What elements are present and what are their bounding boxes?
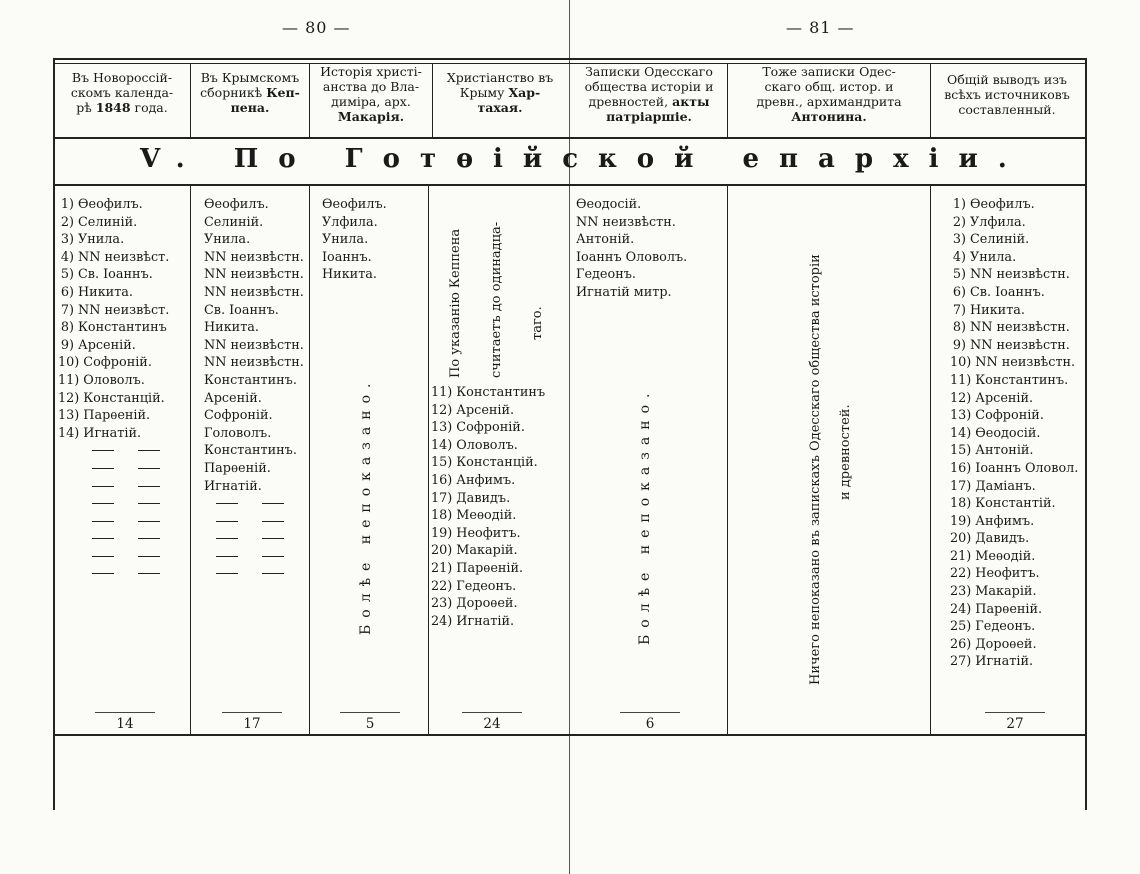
list-item: NN неизвѣстн. [204, 355, 304, 371]
col-divider-1 [190, 63, 191, 137]
header-rule-bottom [53, 137, 1085, 139]
item-number: 23) [950, 584, 972, 600]
item-number: 17) [431, 490, 453, 506]
col-divider-5-body [727, 186, 728, 734]
header-line: древн., архимандрита [756, 94, 902, 109]
item-number: 24) [950, 601, 972, 617]
col-divider-6-body [930, 186, 931, 734]
header-line: Въ Новороссій- [71, 70, 173, 85]
item-number: 12) [950, 390, 972, 406]
header-line: патріаршіе. [606, 109, 692, 124]
header-novoross [56, 70, 188, 115]
header-line: Общій выводъ изъ [947, 72, 1067, 87]
list-khartakhay [431, 384, 545, 630]
note-antonin-a: Ничего непоказано въ запискахъ Одесскаго общества исторіи [808, 254, 823, 685]
list-item: Унила. [322, 232, 369, 248]
item-number: 6) [60, 284, 74, 300]
page-number-right: — 81 — [786, 18, 855, 37]
note-odessa-no-more: Болѣе непоказано. [637, 386, 653, 645]
list-item: 11) Константинъ [431, 385, 546, 400]
header-line: пена. [230, 100, 270, 115]
item-number: 4) [60, 249, 74, 265]
dash-row [58, 565, 172, 583]
list-item: 10) Софроній. [58, 355, 152, 371]
list-item: 16) Іоаннъ Оловол. [950, 460, 1079, 476]
header-line: составленный. [958, 102, 1056, 117]
item-number: 14) [58, 425, 80, 441]
item-number: 19) [950, 513, 972, 529]
header-line: скомъ календа- [70, 85, 174, 100]
list-item: Улфила. [322, 214, 378, 230]
list-item: 10) NN неизвѣстн. [950, 355, 1076, 371]
list-item: 7) Никита. [950, 302, 1078, 320]
total-keppen: 17 [243, 716, 261, 732]
list-item: Софроній. [204, 408, 273, 424]
dash-row [58, 495, 172, 513]
note-khartakhay-c: таго. [530, 306, 545, 340]
total-summary: 27 [1006, 716, 1024, 732]
item-number: 21) [950, 548, 972, 564]
list-item: 17) Давидъ. [431, 490, 511, 506]
dash-row [58, 460, 172, 478]
note-khartakhay-a: По указанію Кеппена [448, 228, 463, 378]
list-item: 16) Анфимъ. [431, 472, 516, 488]
total-rule [53, 734, 1085, 736]
item-number: 20) [950, 531, 972, 547]
list-item: 19) Неофитъ. [431, 525, 521, 541]
header-line: Макарія. [337, 109, 405, 124]
item-number: 10) [950, 355, 972, 371]
underline-1 [95, 712, 155, 713]
list-item: 21) Меѳодій. [950, 548, 1036, 564]
list-item: 11) Оловолъ. [58, 372, 145, 388]
item-number: 9) [952, 337, 966, 353]
list-item: 22) Гедеонъ. [431, 578, 517, 594]
item-number: 8) [952, 320, 966, 336]
item-number: 26) [950, 636, 972, 652]
list-item: 1) Ѳеофилъ. [950, 196, 1078, 214]
list-item: 1) Ѳеофилъ. [58, 196, 172, 214]
item-number: 22) [431, 578, 453, 594]
list-item: NN неизвѣстн. [576, 214, 676, 230]
list-item: Іоаннъ. [322, 249, 372, 265]
underline-4 [462, 712, 522, 713]
list-item: 18) Меѳодій. [431, 508, 517, 524]
header-keppen [192, 70, 308, 115]
item-number: 1) [952, 197, 966, 212]
item-number: 21) [431, 560, 453, 576]
header-line: всѣхъ источниковъ [944, 87, 1070, 102]
header-line: Записки Одесскаго [585, 64, 713, 79]
col-divider-3-body [428, 186, 429, 734]
list-item: Антоній. [576, 232, 635, 248]
header-odessa-antonin [729, 64, 929, 124]
item-number: 2) [60, 214, 74, 230]
item-number: 15) [950, 443, 972, 459]
list-item: 25) Гедеонъ. [950, 619, 1036, 635]
list-item: 7) NN неизвѣст. [58, 302, 172, 320]
list-item: 2) Селиній. [58, 214, 172, 232]
item-number: 18) [950, 496, 972, 512]
list-novoross [58, 196, 172, 583]
list-item: NN неизвѣстн. [204, 267, 304, 283]
item-number: 14) [431, 437, 453, 453]
list-item: Св. Іоаннъ. [204, 302, 279, 318]
list-item: 5) NN неизвѣстн. [950, 266, 1078, 284]
list-item: 9) NN неизвѣстн. [950, 337, 1078, 355]
total-odessa-akty: 6 [645, 716, 655, 732]
note-khartakhay-b: считаетъ до одинадца- [489, 221, 504, 378]
list-item: 12) Арсеній. [431, 402, 515, 418]
section-title: V. По Готѳійской епархіи. [140, 144, 1027, 174]
total-novoross: 14 [116, 716, 134, 732]
item-number: 12) [58, 390, 80, 406]
header-line: Исторія христі- [320, 64, 422, 79]
note-makariy-no-more: Болѣе непоказано. [358, 376, 374, 635]
list-item: NN неизвѣстн. [204, 337, 304, 353]
header-line: Крыму Хар- [459, 85, 541, 100]
list-item: 8) NN неизвѣстн. [950, 319, 1078, 337]
total-khartakhay: 24 [483, 716, 501, 732]
item-number: 10) [58, 355, 80, 371]
underline-7 [985, 712, 1045, 713]
list-item: 3) Унила. [58, 231, 172, 249]
underline-2 [222, 712, 282, 713]
list-item: Игнатій. [204, 478, 262, 494]
list-item: 6) Никита. [58, 284, 172, 302]
list-item: Іоаннъ Оловолъ. [576, 249, 688, 265]
list-item: 8) Константинъ [58, 319, 172, 337]
list-item: Селиній. [204, 214, 264, 230]
underline-3 [340, 712, 400, 713]
list-item: 13) Софроній. [950, 408, 1044, 424]
item-number: 23) [431, 596, 453, 612]
header-line: рѣ 1848 года. [76, 100, 168, 115]
item-number: 1) [60, 197, 74, 212]
header-line: Антонина. [791, 109, 867, 124]
list-item: 13) Софроній. [431, 420, 525, 436]
dash-row [204, 565, 304, 583]
item-number: 9) [60, 337, 74, 353]
list-item: 11) Константинъ. [950, 372, 1069, 388]
item-number: 19) [431, 525, 453, 541]
col-divider-5 [727, 63, 728, 137]
header-line: Тоже записки Одес- [762, 64, 896, 79]
item-number: 7) [60, 302, 74, 318]
col-divider-2-body [309, 186, 310, 734]
list-item: 19) Анфимъ. [950, 513, 1035, 529]
list-item: 12) Констанцій. [58, 390, 165, 406]
list-item: 14) Игнатій. [58, 425, 142, 441]
list-item: Арсеній. [204, 390, 262, 406]
list-item: Игнатій митр. [576, 284, 672, 300]
list-item: Головолъ. [204, 425, 272, 441]
header-line: древностей, акты [588, 94, 710, 109]
list-item: 20) Макарій. [431, 543, 518, 559]
item-number: 22) [950, 566, 972, 582]
list-item: NN неизвѣстн. [204, 284, 304, 300]
item-number: 13) [950, 408, 972, 424]
list-item: 27) Игнатій. [950, 654, 1034, 670]
list-item: Константинъ. [204, 443, 297, 459]
list-item: 18) Константій. [950, 496, 1056, 512]
note-antonin-b: и древностей. [838, 404, 853, 500]
dash-row [204, 495, 304, 513]
header-summary [932, 72, 1082, 117]
col-divider-3 [432, 63, 433, 137]
dash-row [58, 530, 172, 548]
list-item: 3) Селиній. [950, 231, 1078, 249]
header-line: сборникѣ Кеп- [200, 85, 300, 100]
list-item: Гедеонъ. [576, 267, 636, 283]
dash-row [58, 513, 172, 531]
item-number: 17) [950, 478, 972, 494]
item-number: 16) [950, 460, 972, 476]
header-odessa-akty [572, 64, 726, 124]
item-number: 18) [431, 508, 453, 524]
dash-row [58, 478, 172, 496]
item-number: 7) [952, 302, 966, 318]
list-item: 15) Констанцій. [431, 455, 538, 471]
list-item: 9) Арсеній. [58, 337, 172, 355]
list-item: NN неизвѣстн. [204, 249, 304, 265]
list-item: 2) Улфила. [950, 214, 1078, 232]
list-item: 14) Оловолъ. [431, 437, 518, 453]
dash-row [204, 513, 304, 531]
item-number: 15) [431, 455, 453, 471]
item-number: 27) [950, 654, 972, 670]
list-item: 12) Арсеній. [950, 390, 1034, 406]
col-divider-1-body [190, 186, 191, 734]
list-item: Унила. [204, 232, 251, 248]
item-number: 5) [60, 267, 74, 283]
header-line: анства до Вла- [322, 79, 420, 94]
header-line: диміра, арх. [331, 94, 411, 109]
list-item: 26) Дороѳей. [950, 636, 1037, 652]
item-number: 4) [952, 249, 966, 265]
list-item: 21) Парѳеній. [431, 560, 524, 576]
list-item: Константинъ. [204, 372, 297, 388]
header-line: общества исторіи и [584, 79, 714, 94]
col-divider-6 [930, 63, 931, 137]
header-line: тахая. [477, 100, 523, 115]
list-summary [950, 196, 1078, 671]
item-number: 25) [950, 619, 972, 635]
underline-5 [620, 712, 680, 713]
list-makariy [322, 196, 387, 284]
item-number: 13) [58, 408, 80, 424]
list-item: 15) Антоній. [950, 443, 1034, 459]
list-item: 17) Даміанъ. [950, 478, 1036, 494]
dash-row [58, 442, 172, 460]
list-item: 5) Св. Іоаннъ. [58, 266, 172, 284]
item-number: 3) [60, 232, 74, 248]
list-item: Парѳеній. [204, 460, 271, 476]
header-makariy [311, 64, 431, 124]
dash-row [204, 548, 304, 566]
item-number: 24) [431, 613, 453, 629]
item-number: 5) [952, 267, 966, 283]
list-item: 24) Парѳеній. [950, 601, 1043, 617]
list-item: Ѳеодосій. [576, 197, 642, 212]
item-number: 14) [950, 425, 972, 441]
list-item: 24) Игнатій. [431, 613, 515, 629]
item-number: 11) [58, 372, 80, 388]
list-item: Никита. [204, 320, 259, 336]
list-item: 14) Ѳеодосій. [950, 425, 1041, 441]
item-number: 12) [431, 402, 453, 418]
list-item: 6) Св. Іоаннъ. [950, 284, 1078, 302]
list-odessa-akty [576, 196, 687, 302]
list-item: 22) Неофитъ. [950, 566, 1040, 582]
header-line: Въ Крымскомъ [200, 70, 300, 85]
item-number: 11) [950, 372, 972, 388]
list-item: 4) Унила. [950, 249, 1078, 267]
list-item: 20) Давидъ. [950, 531, 1030, 547]
header-line: Христіанство въ [446, 70, 554, 85]
list-keppen [204, 196, 304, 583]
total-makariy: 5 [365, 716, 375, 732]
dash-row [58, 548, 172, 566]
item-number: 3) [952, 232, 966, 248]
list-item: Ѳеофилъ. [322, 197, 387, 212]
item-number: 20) [431, 543, 453, 559]
item-number: 2) [952, 214, 966, 230]
item-number: 16) [431, 472, 453, 488]
item-number: 8) [60, 320, 74, 336]
list-item: 23) Дороѳей. [431, 596, 518, 612]
header-line: скаго общ. истор. и [764, 79, 894, 94]
item-number: 6) [952, 284, 966, 300]
list-item: 13) Парѳеній. [58, 408, 151, 424]
item-number: 11) [431, 385, 453, 400]
col-divider-2 [309, 63, 310, 137]
item-number: 13) [431, 420, 453, 436]
header-khartakhay [434, 70, 566, 115]
list-item: 4) NN неизвѣст. [58, 249, 172, 267]
dash-row [204, 530, 304, 548]
list-item: 23) Макарій. [950, 584, 1037, 600]
list-item: Никита. [322, 267, 377, 283]
page-number-left: — 80 — [282, 18, 351, 37]
list-item: Ѳеофилъ. [204, 197, 269, 212]
